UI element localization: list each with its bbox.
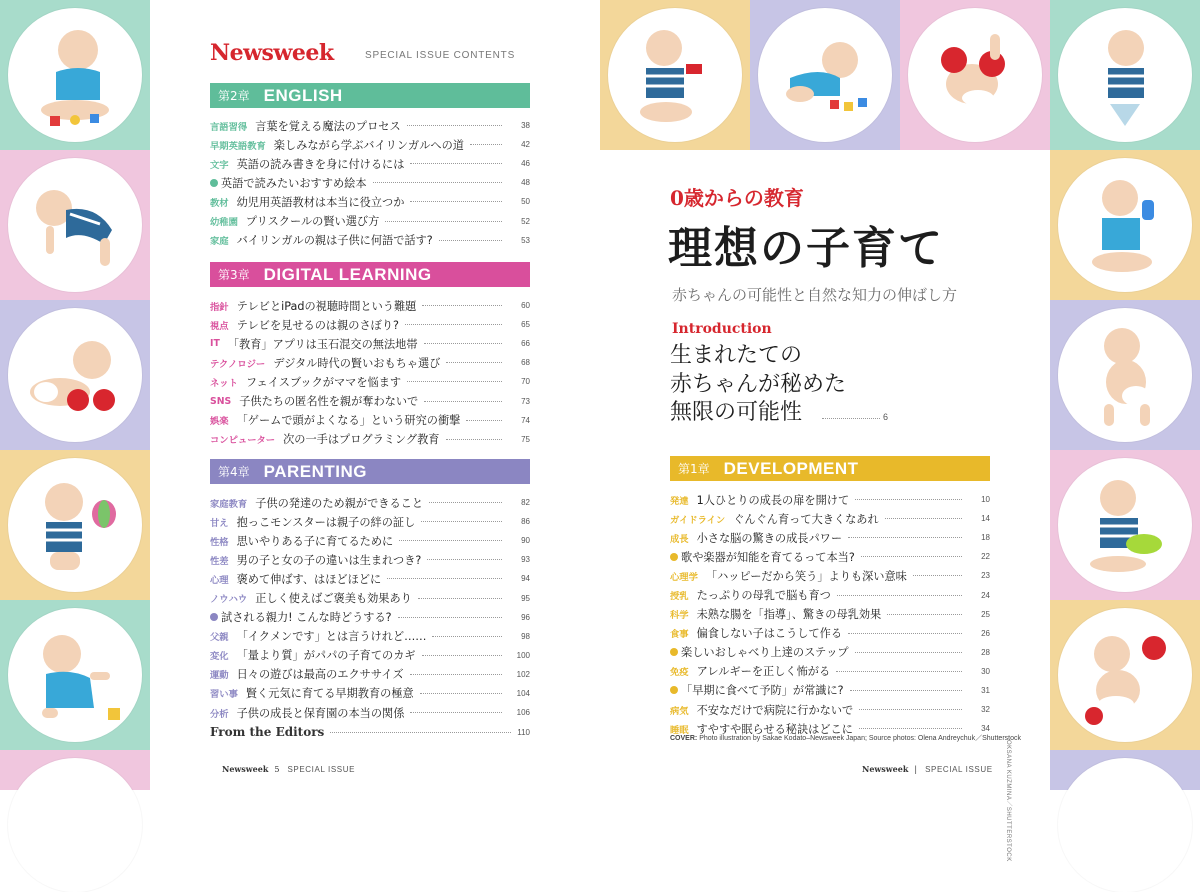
page-number: 30 (981, 666, 990, 676)
baby-icon (1070, 320, 1180, 430)
toc-title: 抱っこモンスターは親子の絆の証し (236, 515, 416, 529)
baby-icon (1070, 620, 1180, 730)
baby-icon (620, 20, 730, 130)
toc-title: 楽しいおしゃべり上達のステップ (681, 646, 849, 660)
toc-category: 性差 (210, 555, 229, 567)
toc-category: 病気 (670, 705, 689, 717)
photo-credit: OKSANA KUZMINA／SHUTTERSTOCK (1005, 740, 1011, 862)
toc-entry[interactable] (210, 231, 530, 250)
chapter-number: 第3章 (218, 268, 250, 282)
toc-entry[interactable] (210, 315, 530, 334)
toc-title: 子供たちの匿名性を親が奪わないで (239, 395, 419, 409)
toc-title: 小さな脳の驚きの成長パワー (696, 531, 843, 545)
toc-entry[interactable] (670, 528, 990, 547)
page-number: 60 (521, 301, 530, 311)
bullet-dot-icon (670, 686, 678, 694)
toc-category: 家庭 (210, 236, 229, 248)
toc-entry[interactable] (210, 173, 530, 192)
toc-title: プリスクールの賢い選び方 (245, 215, 380, 229)
page-number: 66 (521, 339, 530, 349)
photo-tile (1050, 600, 1200, 750)
toc-entry[interactable] (210, 154, 530, 173)
toc-title: 英語で読みたいおすすめ絵本 (221, 176, 367, 190)
toc-category: 性格 (210, 536, 229, 548)
toc-entry[interactable] (670, 509, 990, 528)
baby-icon (1070, 170, 1180, 280)
toc-entry[interactable] (210, 550, 530, 569)
chapter-number: 第4章 (218, 465, 250, 479)
dotted-leader (466, 420, 502, 421)
page-number: 73 (521, 396, 530, 406)
page-number: 75 (521, 434, 530, 444)
dotted-leader (836, 671, 962, 672)
chapter-header-parenting (210, 459, 530, 484)
toc-title: 不安なだけで病院に行かないで (696, 703, 854, 717)
dotted-leader (410, 163, 502, 164)
toc-title: 言葉を覚える魔法のプロセス (255, 119, 401, 133)
toc-category: 睡眠 (670, 724, 689, 736)
toc-title: テレビとiPadの視聴時間という難題 (236, 299, 417, 313)
toc-category: 科学 (670, 610, 689, 622)
dotted-leader (427, 559, 502, 560)
toc-title: アレルギーを正しく怖がる (696, 665, 831, 679)
dotted-leader (837, 595, 962, 596)
dotted-leader (859, 709, 962, 710)
baby-photo (1058, 758, 1192, 892)
toc-digital (210, 296, 530, 449)
toc-category: 心理学 (670, 571, 698, 583)
toc-title: 賢く元気に育てる早期教育の極意 (245, 687, 414, 701)
dotted-leader (410, 201, 502, 202)
dotted-leader (410, 712, 502, 713)
toc-entry[interactable] (210, 703, 530, 722)
dotted-leader (885, 518, 962, 519)
bullet-dot-icon (670, 553, 678, 561)
bullet-dot-icon (210, 613, 218, 621)
toc-title: ぐんぐん育って大きくなあれ (733, 512, 879, 526)
page-number: 106 (516, 708, 530, 718)
dotted-leader (418, 598, 502, 599)
toc-title: 幼児用英語教材は本当に役立つか (236, 195, 405, 209)
toc-entry[interactable] (210, 334, 530, 353)
page-number: 93 (521, 555, 530, 565)
toc-title: 「量より質」がパパの子育てのカギ (236, 649, 416, 663)
dotted-leader (407, 381, 502, 382)
special-issue-contents-label: SPECIAL ISSUE CONTENTS (365, 50, 516, 61)
page-number: 48 (521, 178, 530, 188)
page-number: 95 (521, 593, 530, 603)
page-number: 68 (521, 358, 530, 368)
toc-title: 男の子と女の子の違いは生まれつき? (236, 553, 422, 567)
toc-entry[interactable] (210, 627, 530, 646)
baby-icon (1070, 20, 1180, 130)
baby-photo (608, 8, 742, 142)
toc-entry[interactable] (210, 569, 530, 588)
photo-tile (1050, 750, 1200, 790)
photo-tile (1050, 450, 1200, 600)
page-number: 10 (981, 495, 990, 505)
footer-label: SPECIAL ISSUE (925, 764, 993, 774)
toc-title: 楽しみながら学ぶバイリンガルへの道 (273, 138, 464, 152)
toc-entry[interactable] (210, 646, 530, 665)
feature-kicker: 0歳からの教育 (670, 186, 804, 210)
toc-category: 食事 (670, 629, 689, 641)
feature-subtitle: 赤ちゃんの可能性と自然な知力の伸ばし方 (672, 286, 958, 304)
baby-icon (1070, 470, 1180, 580)
toc-title: たっぷりの母乳で脳も育つ (696, 589, 831, 603)
toc-entry[interactable] (210, 512, 530, 531)
toc-category: 変化 (210, 651, 229, 663)
newsweek-logo: Newsweek (210, 40, 334, 66)
toc-title: 「ゲームで頭がよくなる」という研究の衝撃 (236, 414, 461, 428)
page-number: 110 (517, 727, 530, 737)
chapter-number: 第2章 (218, 89, 250, 103)
photo-tile (1050, 150, 1200, 300)
toc-entry[interactable] (670, 681, 990, 700)
toc-parenting (210, 493, 530, 722)
dotted-leader (861, 556, 962, 557)
dotted-leader (373, 182, 502, 183)
dotted-leader (822, 418, 880, 419)
toc-category: コンピューター (210, 435, 276, 447)
toc-entry[interactable] (670, 585, 990, 604)
toc-category: テクノロジー (210, 358, 266, 370)
photo-tile (900, 0, 1050, 150)
photo-tile (750, 0, 900, 150)
footer-separator: | (914, 764, 918, 774)
bullet-dot-icon (210, 179, 218, 187)
toc-entry[interactable] (670, 547, 990, 566)
footer-brand: Newsweek (862, 764, 909, 774)
toc-title: 「教育」アプリは玉石混交の無法地帯 (227, 337, 418, 351)
toc-category: 指針 (210, 301, 229, 313)
baby-icon (20, 620, 130, 730)
dotted-leader (913, 575, 962, 576)
baby-photo (1058, 308, 1192, 442)
toc-english (210, 116, 530, 250)
page-number: 26 (981, 628, 990, 638)
dotted-leader (470, 144, 502, 145)
baby-icon (20, 170, 130, 280)
toc-title: 「早期に食べて予防」が常識に? (681, 684, 844, 698)
intro-line: 赤ちゃんが秘めた (670, 371, 847, 397)
baby-icon (770, 20, 880, 130)
page-number: 102 (516, 669, 530, 679)
toc-entry[interactable] (210, 116, 530, 135)
toc-entry[interactable] (670, 662, 990, 681)
toc-entry[interactable] (210, 135, 530, 154)
intro-line: 無限の可能性 (670, 400, 803, 425)
toc-category: 甘え (210, 517, 229, 529)
toc-entry[interactable] (210, 296, 530, 315)
footer-page-number: 5 (274, 764, 280, 774)
from-the-editors-entry[interactable] (210, 725, 530, 739)
cover-credit (670, 733, 1021, 743)
toc-entry[interactable] (670, 643, 990, 662)
dotted-leader (855, 652, 962, 653)
toc-title: デジタル時代の賢いおもちゃ選び (273, 356, 441, 370)
baby-photo (1058, 158, 1192, 292)
dotted-leader (446, 362, 502, 363)
baby-photo (8, 458, 142, 592)
toc-category: 家庭教育 (210, 498, 248, 510)
dotted-leader (420, 693, 502, 694)
chapter-header-english (210, 83, 530, 108)
chapter-title: PARENTING (263, 461, 367, 481)
page-number: 31 (981, 685, 990, 695)
page-number: 42 (521, 140, 530, 150)
page-number: 98 (521, 631, 530, 641)
photo-tile (0, 750, 150, 790)
photo-tile (0, 600, 150, 750)
toc-title: 褒めて伸ばす、はほどほどに (236, 572, 382, 586)
toc-title: 英語の読み書きを身に付けるには (236, 157, 405, 171)
baby-photo (8, 8, 142, 142)
toc-entry[interactable] (670, 700, 990, 719)
toc-entry[interactable] (210, 531, 530, 550)
toc-title: バイリンガルの親は子供に何語で話す? (236, 234, 433, 248)
page-number: 74 (521, 415, 530, 425)
baby-photo (8, 308, 142, 442)
dotted-leader (387, 578, 502, 579)
toc-title: 1人ひとりの成長の扉を開けて (696, 493, 850, 507)
chapter-header-digital (210, 262, 530, 287)
editors-label: From the Editors (210, 725, 325, 739)
toc-title: 未熟な腸を「指導」、驚きの母乳効果 (696, 608, 882, 622)
toc-entry[interactable] (210, 192, 530, 211)
baby-photo (758, 8, 892, 142)
chapter-title: DIGITAL LEARNING (263, 264, 432, 284)
baby-photo (8, 608, 142, 742)
page-number: 50 (521, 197, 530, 207)
dotted-leader (422, 305, 502, 306)
baby-photo (8, 158, 142, 292)
cover-label: COVER: (670, 735, 698, 742)
dotted-leader (407, 125, 502, 126)
toc-category: 習い事 (210, 689, 238, 701)
page-number: 100 (516, 650, 530, 660)
toc-entry[interactable] (210, 684, 530, 703)
dotted-leader (859, 728, 962, 729)
page-number: 23 (981, 571, 990, 581)
dotted-leader (422, 655, 502, 656)
toc-title: 試される親力! こんな時どうする? (221, 611, 392, 625)
dotted-leader (429, 502, 502, 503)
toc-entry[interactable] (670, 605, 990, 624)
toc-entry[interactable] (210, 391, 530, 410)
dotted-leader (850, 690, 962, 691)
page-number: 86 (521, 517, 530, 527)
footer-right (862, 764, 993, 774)
toc-category: 運動 (210, 670, 229, 682)
introduction-page-number: 6 (883, 412, 889, 422)
chapter-number: 第1章 (678, 462, 710, 476)
toc-title: すやすや眠らせる秘訣はどこに (696, 722, 853, 736)
page-number: 28 (981, 647, 990, 657)
baby-photo (908, 8, 1042, 142)
bullet-dot-icon (670, 648, 678, 656)
photo-tile (1050, 0, 1200, 150)
toc-category: IT (210, 338, 220, 350)
page-number: 38 (521, 121, 530, 131)
dotted-leader (446, 439, 503, 440)
chapter-title: DEVELOPMENT (723, 458, 859, 478)
toc-title: テレビを見せるのは親のさぼり? (236, 318, 399, 332)
footer-label: SPECIAL ISSUE (287, 764, 356, 774)
toc-category: 免疫 (670, 667, 689, 679)
toc-title: 「イクメンです」とは言うけれど…… (236, 630, 427, 644)
baby-photo (8, 758, 142, 892)
toc-category: 幼稚園 (210, 217, 238, 229)
photo-tile (0, 300, 150, 450)
dotted-leader (887, 614, 962, 615)
photo-tile (600, 0, 750, 150)
introduction-label: Introduction (672, 321, 772, 337)
toc-title: フェイスブックがママを悩ます (245, 375, 402, 389)
toc-category: 言語習得 (210, 121, 248, 133)
chapter-title: ENGLISH (263, 85, 343, 105)
page-number: 18 (981, 533, 990, 543)
toc-title: 思いやりある子に育てるために (236, 534, 394, 548)
toc-entry[interactable] (210, 665, 530, 684)
page-number: 90 (521, 536, 530, 546)
baby-icon (20, 20, 130, 130)
page-number: 46 (521, 159, 530, 169)
toc-entry[interactable] (210, 211, 530, 230)
toc-entry[interactable] (670, 490, 990, 509)
toc-title: 「ハッピーだから笑う」よりも深い意味 (705, 569, 907, 583)
page-number: 96 (521, 612, 530, 622)
toc-category: 教材 (210, 197, 229, 209)
dotted-leader (399, 540, 502, 541)
page-number: 52 (521, 216, 530, 226)
toc-category: 文字 (210, 159, 229, 171)
dotted-leader (330, 732, 511, 733)
dotted-leader (439, 240, 502, 241)
page-number: 24 (981, 590, 990, 600)
feature-title: 理想の子育て (668, 223, 944, 274)
dotted-leader (410, 674, 502, 675)
toc-title: 日々の遊びは最高のエクササイズ (236, 668, 404, 682)
dotted-leader (424, 401, 502, 402)
baby-photo (1058, 458, 1192, 592)
dotted-leader (432, 636, 502, 637)
toc-title: 偏食しない子はこうして作る (696, 627, 843, 641)
toc-entry[interactable] (210, 353, 530, 372)
toc-entry[interactable] (670, 624, 990, 643)
dotted-leader (424, 343, 502, 344)
page-number: 65 (521, 320, 530, 330)
baby-photo (1058, 8, 1192, 142)
dotted-leader (405, 324, 502, 325)
baby-photo (1058, 608, 1192, 742)
toc-category: SNS (210, 395, 232, 407)
dotted-leader (848, 537, 962, 538)
dotted-leader (398, 617, 502, 618)
page-number: 25 (981, 609, 990, 619)
page-number: 53 (521, 235, 530, 245)
dotted-leader (848, 633, 962, 634)
toc-development (670, 490, 990, 738)
page-number: 94 (521, 574, 530, 584)
toc-category: ガイドライン (670, 514, 726, 526)
dotted-leader (855, 499, 962, 500)
toc-category: 心理 (210, 574, 229, 586)
page-number: 32 (981, 705, 990, 715)
photo-tile (1050, 300, 1200, 450)
toc-title: 歌や楽器が知能を育てるって本当? (681, 550, 855, 564)
baby-icon (920, 20, 1030, 130)
page-number: 22 (981, 552, 990, 562)
toc-category: 分析 (210, 708, 229, 720)
toc-category: 発達 (670, 495, 689, 507)
page-number: 70 (521, 377, 530, 387)
toc-entry[interactable] (210, 372, 530, 391)
toc-title: 子供の発達のため親ができること (255, 496, 424, 510)
page-number: 14 (981, 514, 990, 524)
intro-line: 生まれたての (670, 343, 803, 368)
photo-tile (0, 0, 150, 150)
chapter-header-development (670, 456, 990, 481)
toc-category: 父親 (210, 632, 229, 644)
toc-title: 次の一手はプログラミング教育 (283, 433, 440, 447)
toc-entry[interactable] (210, 430, 530, 449)
photo-tile (0, 450, 150, 600)
toc-category: 娯楽 (210, 416, 229, 428)
introduction-title[interactable] (670, 342, 846, 428)
footer-left (222, 764, 355, 774)
toc-entry[interactable] (670, 566, 990, 585)
toc-category: 授乳 (670, 591, 689, 603)
toc-entry[interactable] (210, 493, 530, 512)
photo-tile (0, 150, 150, 300)
toc-category: ノウハウ (210, 594, 248, 606)
toc-entry[interactable] (210, 588, 530, 607)
toc-title: 子供の成長と保育園の本当の関係 (236, 706, 405, 720)
dotted-leader (421, 521, 502, 522)
toc-entry[interactable] (210, 608, 530, 627)
toc-category: 成長 (670, 533, 689, 545)
page-number: 82 (521, 498, 530, 508)
toc-category: 早期英語教育 (210, 140, 266, 152)
footer-brand: Newsweek (222, 764, 269, 774)
baby-icon (20, 320, 130, 430)
toc-entry[interactable] (210, 411, 530, 430)
baby-icon (20, 470, 130, 580)
page-number: 104 (516, 688, 530, 698)
toc-category: ネット (210, 377, 238, 389)
toc-category: 視点 (210, 320, 229, 332)
toc-title: 正しく使えばご褒美も効果あり (255, 592, 412, 606)
dotted-leader (385, 221, 502, 222)
page-number: 34 (981, 724, 990, 734)
cover-text: Photo illustration by Sakae Kodato–Newsweek Japan; Source photos: Olena Andreychuk／Shutterstock (699, 735, 1021, 742)
